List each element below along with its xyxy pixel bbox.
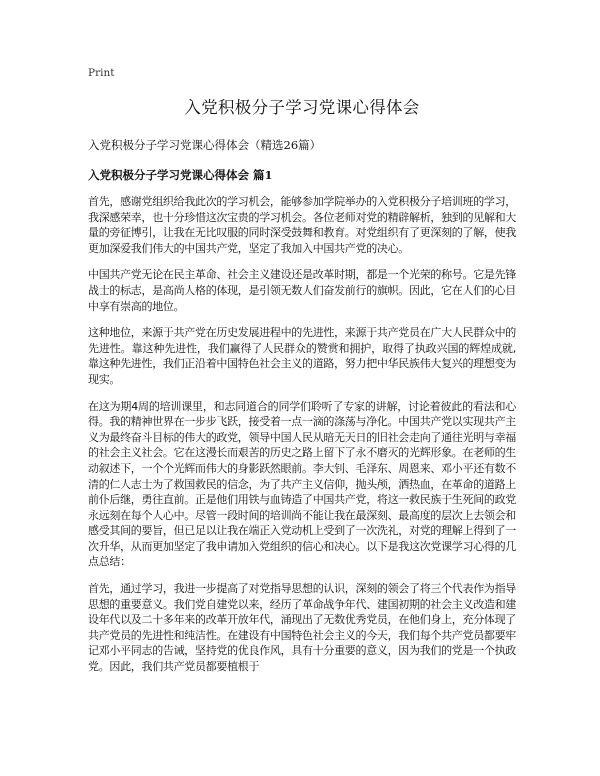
paragraph: 在这为期4周的培训课里，和志同道合的同学们聆听了专家的讲解，讨论着彼此的看法和心得。我的精神世界在一步步飞跃，接受着一点一滴的涤荡与净化。中国共产党以实现共产主义为最终奋斗目标的伟大的政党，领导中国人民从暗无天日的旧社会走向了通往光明与幸福的社会主义社会。它在这漫长而艰苦的历史之路上留下了永不磨灭的光辉形象。在老师的生动叙述下，一个个光辉而伟大的身影跃然眼前。李大钊、毛泽东、周恩来、邓小平还有数不清的仁人志士为了救国救民的信念，为了共产主义信仰，抛头颅，洒热血，在革命的道路上前仆后继，勇往直前。正是他们用铁与血铸造了中国共产党，将这一救民族于生死间的政党永远刻在每个人心中。尽管一段时间的培训尚不能让我在最深刻、最高度的层次上去领会和感受其间的要旨，但已足以让我在端正入党动机上受到了一次洗礼，对党的理解上得到了一次升华，从而更加坚定了我申请加入党组织的信心和决心。以下是我这次党课学习心得的几点总结： xyxy=(88,399,516,569)
print-link[interactable]: Print xyxy=(88,67,115,79)
paragraph: 首先，通过学习，我进一步提高了对党指导思想的认识，深刻的领会了将三个代表作为指导思想的重要意义。我们党自建党以来，经历了革命战争年代、建国初期的社会主义改造和建设年代以及二十多年来的改革开放年代，涌现出了无数优秀党员，在他们身上，充分体现了共产党员的先进性和纯洁性。在建设有中国特色社会主义的今天，我们每个共产党员都要牢记邓小平同志的告诫，坚持党的优良作风，具有十分重要的意义，因为我们的党是一个执政党。因此，我们共产党员都要植根于 xyxy=(88,582,516,674)
paragraph: 这种地位，来源于共产党在历史发展进程中的先进性，来源于共产党员在广大人民群众中的先进性。靠这种先进性，我们赢得了人民群众的赞赏和拥护，取得了执政兴国的辉煌成就,靠这种先进性，我们正沿着中国特色社会主义的道路，努力把中华民族伟大复兴的理想变为现实。 xyxy=(88,326,516,386)
document-page xyxy=(88,66,516,686)
section-heading: 入党积极分子学习党课心得体会 篇1 xyxy=(88,168,273,182)
paragraph: 中国共产党无论在民主革命、社会主义建设还是改革时期，都是一个光荣的称号。它是先锋战士的标志，是高尚人格的体现，是引领无数人们奋发前行的旗帜。因此，它在人们的心目中享有崇高的地位。 xyxy=(88,268,516,313)
paragraph: 首先，感谢党组织给我此次的学习机会，能够参加学院举办的入党积极分子培训班的学习，我深感荣幸，也十分珍惜这次宝贵的学习机会。各位老师对党的精辟解析，独到的见解和大量的旁征博引，让我在无比叹服的同时深受鼓舞和教育。对党组织有了更深刻的了解，使我更加深爱我们伟大的中国共产党，坚定了我加入中国共产党的决心。 xyxy=(88,195,516,255)
document-subtitle: 入党积极分子学习党课心得体会（精选26篇） xyxy=(88,138,322,152)
document-title: 入党积极分子学习党课心得体会 xyxy=(184,98,420,117)
